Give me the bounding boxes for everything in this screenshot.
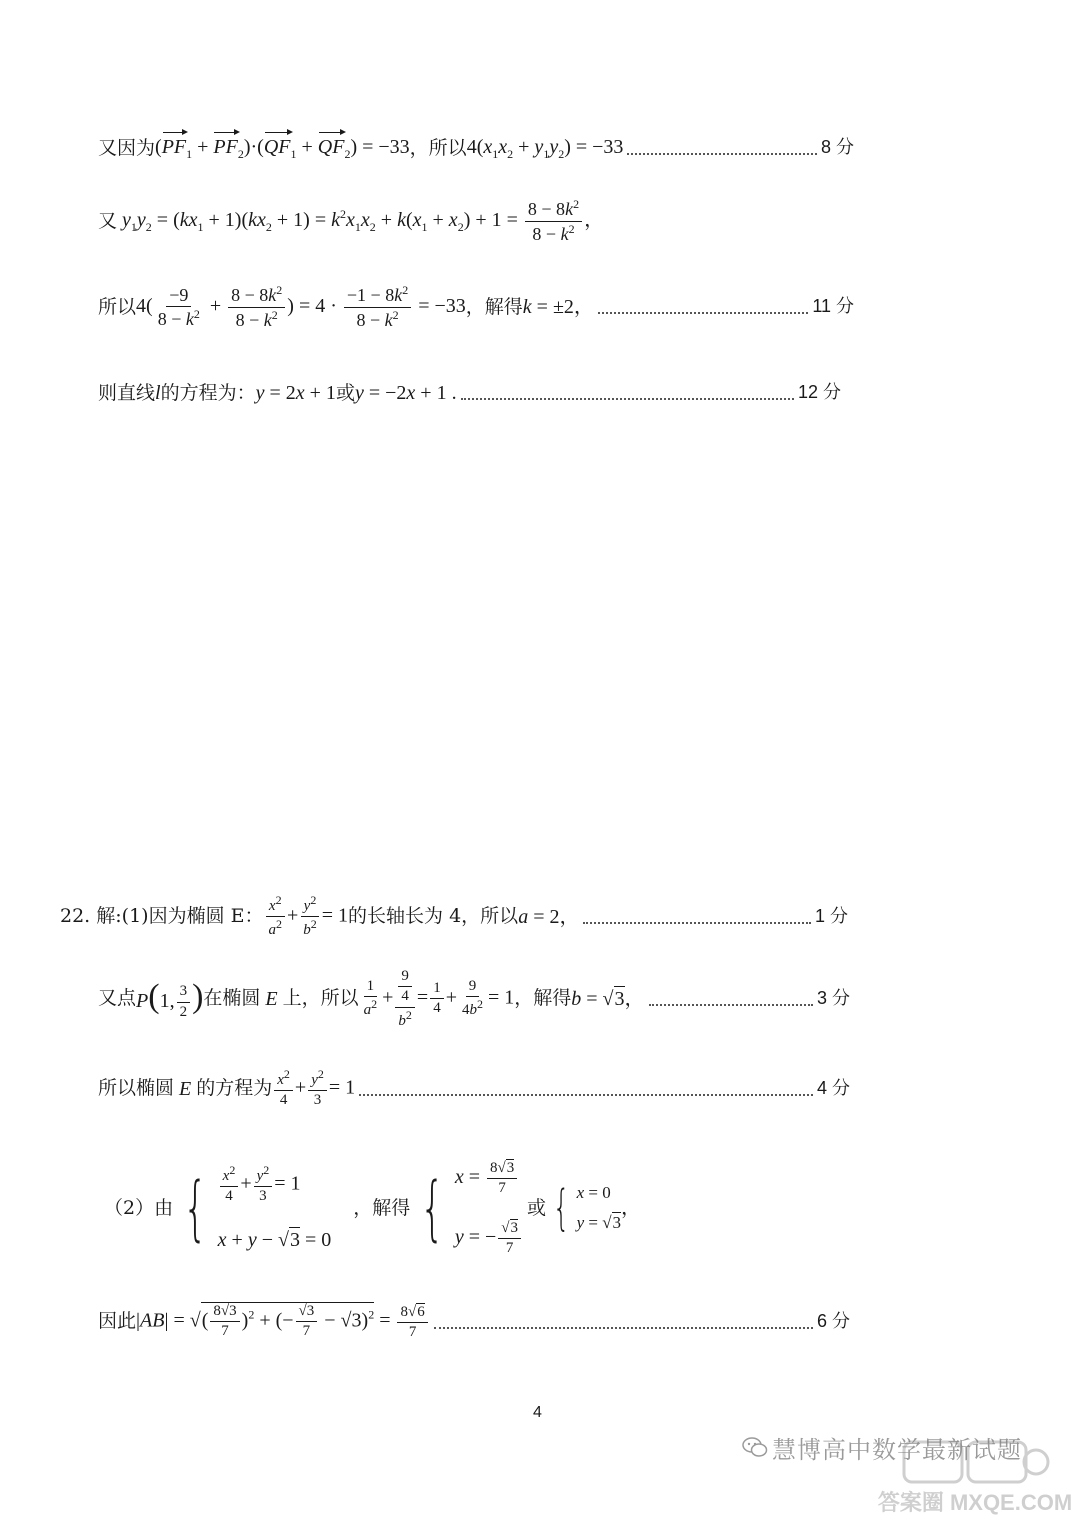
- l4-prefix: 则直线: [98, 381, 156, 404]
- l1-prefix: 又因为: [98, 136, 156, 159]
- line-system: （2）由 { $\frac{x^2}{4}$ + $\frac{y^2}{3}$ = 1 x + y − √3 = 0 ，解得 { x = $\frac{8√3}{7}$ y = − $\frac{√3}{7}$ 或 { x = 0 y = √3 ，: [104, 1148, 641, 1268]
- l6-mid3: ，解得: [514, 987, 572, 1010]
- system-solution-2: x = 0 y = √3: [576, 1183, 622, 1232]
- formula-b-equation: $\frac{1}{a^2}$ + $\frac{\frac{9}{4}}{b^2}$ = $\frac{1}{4}$ + $\frac{9}{4b^2}$ = 1: [363, 968, 515, 1029]
- symbol-l: l: [155, 382, 161, 404]
- formula-vector-product: $(PF_1 + PF_2)\cdot(QF_1 + QF_2) = -33$: [155, 136, 410, 161]
- formula-ab: |AB| = √( $\frac{8√3}{7}$ )$^2$ + (− $\frac{√3}{7}$ − √3)$^2$ = $\frac{8√6}{7}$: [136, 1302, 430, 1341]
- formula-k-result: k = ±2，: [522, 296, 594, 319]
- line-q22-ellipse: [60, 894, 848, 940]
- dot-leader: [598, 312, 808, 314]
- l8-prefix: （2）由: [104, 1196, 174, 1219]
- formula-a-value: a = 2，: [518, 905, 580, 928]
- line-ellipse-equation: [98, 1068, 850, 1110]
- l6-prefix: 又点: [98, 987, 137, 1010]
- dot-leader: [583, 922, 811, 924]
- formula-k-equation: 4( $\frac{-9}{8 - k^2}$ + $\frac{8 - 8k^2}{8 - k^2}$ ) = 4 · $\frac{-1 - 8k^2}{8 - k^2}$ = −33: [136, 283, 466, 330]
- system-given: $\frac{x^2}{4}$ + $\frac{y^2}{3}$ = 1 x + y − √3 = 0: [217, 1162, 332, 1252]
- score-8: 8 分: [820, 137, 854, 158]
- symbol-e: E: [260, 987, 283, 1010]
- line-y1y2: [98, 198, 604, 244]
- line-vector-dot-product: [98, 135, 854, 161]
- left-brace: {: [420, 1167, 445, 1249]
- l1-mid: ，所以: [409, 136, 467, 159]
- wechat-icon: [742, 1436, 768, 1458]
- score-4: 4 分: [816, 1077, 850, 1098]
- formula-ellipse-general: $\frac{x^2}{a^2}$ + $\frac{y^2}{b^2}$ = 1: [263, 894, 348, 940]
- formula-line-1: y = 2x + 1: [255, 382, 336, 404]
- formula-y1y2-expansion: $y_1y_2 = (kx_1 + 1)(kx_2 + 1) = k^2x_1x_2 + k(x_1 + x_2) + 1$ = $\frac{8 - 8k^2}{8 - k^2}$ ，: [122, 197, 605, 244]
- formula-x1x2-y1y2: $4(x_1x_2 + y_1y_2) = -33$: [466, 136, 624, 161]
- l9-prefix: 因此: [98, 1310, 137, 1333]
- q22-prefix: 22. 解:(1)因为椭圆 E：: [60, 905, 264, 928]
- dot-leader: [649, 1004, 813, 1006]
- line-solve-k: [98, 284, 854, 330]
- line-equation-l: [98, 381, 841, 405]
- formula-line-2: y = −2x + 1 .: [354, 382, 457, 404]
- score-1: 1 分: [814, 905, 848, 926]
- q22-mid: 的长轴长为 4，所以: [348, 905, 519, 928]
- system-solution-1: x = $\frac{8√3}{7}$ y = − $\frac{√3}{7}$: [455, 1148, 523, 1268]
- l3-mid: ，解得: [465, 295, 523, 318]
- svg-text:答案圈 MXQE.COM: 答案圈 MXQE.COM: [877, 1490, 1073, 1515]
- dot-leader: [627, 153, 817, 155]
- score-3: 3 分: [816, 988, 850, 1009]
- score-6: 6 分: [816, 1310, 850, 1331]
- l8-mid: ，解得: [353, 1196, 411, 1219]
- page-number: 4: [533, 1404, 542, 1421]
- l6-mid2: 上，所以: [282, 987, 359, 1010]
- l6-mid: 在椭圆: [203, 987, 261, 1010]
- l4-or: 或: [335, 381, 355, 404]
- score-11: 11 分: [812, 296, 854, 317]
- l4-mid: 的方程为：: [160, 381, 256, 404]
- l7-mid: 的方程为: [196, 1077, 273, 1100]
- left-brace: {: [183, 1167, 208, 1249]
- formula-ellipse-specific: $\frac{x^2}{4}$ + $\frac{y^2}{3}$ = 1: [272, 1068, 355, 1110]
- line-ab-length: [98, 1302, 850, 1341]
- dot-leader: [359, 1094, 813, 1096]
- dot-leader: [461, 398, 794, 400]
- l3-prefix: 所以: [98, 295, 137, 318]
- l7-prefix: 所以椭圆: [98, 1077, 175, 1100]
- dot-leader: [434, 1327, 813, 1329]
- formula-point-p: P(1, $\frac{3}{2}$ ): [136, 977, 204, 1020]
- symbol-e: E: [174, 1077, 197, 1100]
- line-point-p: [98, 968, 850, 1030]
- score-12: 12 分: [797, 382, 841, 403]
- formula-b-value: b = √3，: [571, 988, 645, 1011]
- l8-or: 或: [527, 1196, 547, 1219]
- l2-prefix: 又: [98, 209, 118, 232]
- watermark-logo: [877, 1440, 1073, 1520]
- watermark-text: 慧博高中数学最新试题: [772, 1436, 1022, 1464]
- left-brace: {: [552, 1180, 570, 1236]
